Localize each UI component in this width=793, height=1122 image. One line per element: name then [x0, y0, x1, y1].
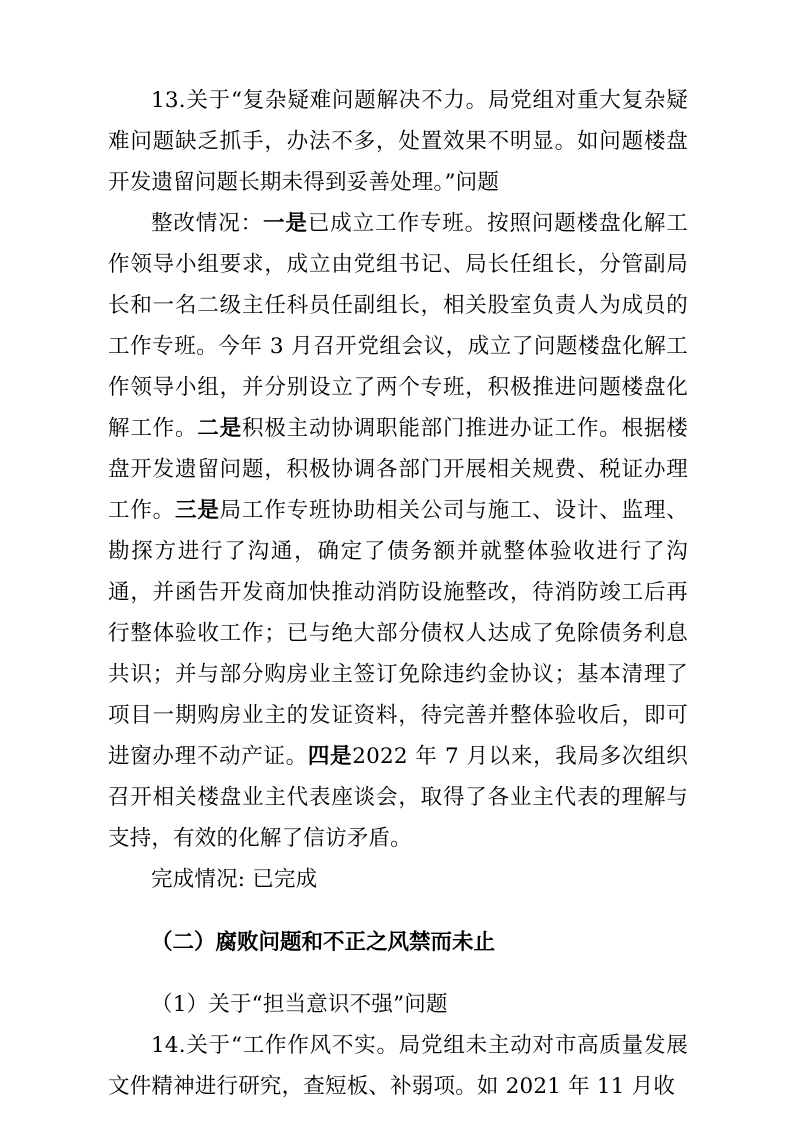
text-run: 局工作专班协助相关公司与施工、设计、监理、勘探方进行了沟通，确定了债务额并就整体验收进行了沟通，并函告开发商加快推动消防设施整改，待消防竣工后再行整体验收工作；已与绝大部分债权人达成了免除债务利息共识；并与部分购房业主签订免除违约金协议；基本清理了项目一期购房业主的发证资料，待完善并整体验收后，即可进窗办理不动产证。 [108, 498, 688, 769]
text-run: 已成立工作专班。按照问题楼盘化解工作领导小组要求，成立由党组书记、局长任组长，分管副局长和一名二级主任科员任副组长，相关股室负责人为成员的工作专班。今年 3 月召开党组会议，成立了问题楼盘化解工作领导小组，并分别设立了两个专班，积极推进问题楼盘化解工作。 [108, 211, 688, 441]
paragraph-item-13-title: 13.关于“复杂疑难问题解决不力。局党组对重大复杂疑难问题缺乏抓手，办法不多，处置效果不明显。如问题楼盘开发遗留问题长期未得到妥善处理。”问题 [108, 88, 688, 195]
document-body [108, 80, 688, 1107]
paragraph-item-14-title: 14.关于“工作作风不实。局党组未主动对市高质量发展文件精神进行研究，查短板、补弱项。如 2021 年 11 月收 [108, 1033, 688, 1099]
emphasis-marker: 三是 [175, 498, 220, 523]
paragraph-item-13-rectification [108, 203, 688, 859]
text-run: 整改情况： [151, 211, 264, 236]
emphasis-marker: 二是 [197, 416, 242, 441]
paragraph-subitem-1: （1）关于“担当意识不强”问题 [151, 992, 448, 1017]
emphasis-marker: 四是 [307, 744, 353, 769]
text-run: 积极主动协调职能部门推进办证工作。根据楼盘开发遗留问题，积极协调各部门开展相关规费、税证办理工作。 [108, 416, 688, 523]
paragraph-item-13-status: 完成情况: 已完成 [151, 867, 318, 892]
heading-section-two: （二）腐败问题和不正之风禁而未止 [151, 929, 496, 955]
emphasis-marker: 一是 [263, 211, 308, 236]
text-run: 2022 年 7 月以来，我局多次组织召开相关楼盘业主代表座谈会，取得了各业主代表的理解与支持，有效的化解了信访矛盾。 [108, 744, 689, 851]
